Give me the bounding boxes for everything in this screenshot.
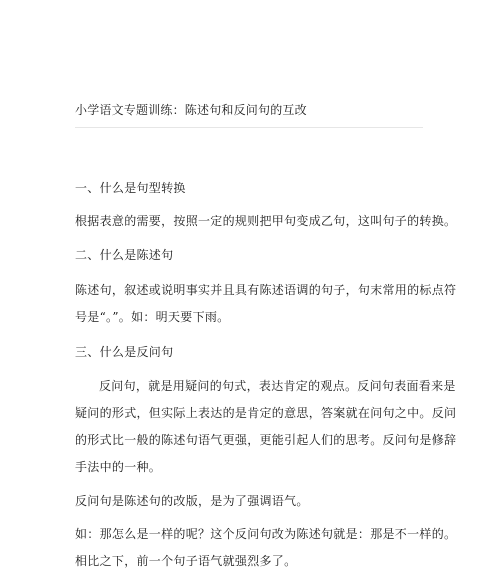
paragraph-line: 号是“。”。如：明天要下雨。 — [75, 310, 230, 324]
title-divider — [75, 127, 423, 128]
paragraph-line: 手法中的一种。 — [75, 460, 162, 474]
document-title: 小学语文专题训练：陈述句和反问句的互改 — [75, 103, 307, 117]
paragraph-line: 陈述句，叙述或说明事实并且具有陈述语调的句子，句末常用的标点符 — [75, 283, 457, 297]
section-heading-2: 二、什么是陈述句 — [75, 248, 174, 262]
paragraph-line: 如：那怎么是一样的呢？这个反问句改为陈述句就是：那是不一样的。 — [75, 527, 457, 541]
section-heading-3: 三、什么是反问句 — [75, 345, 174, 359]
section-heading-1: 一、什么是句型转换 — [75, 181, 186, 195]
paragraph-line: 反问句，就是用疑问的句式，表达肯定的观点。反问句表面看来是 — [99, 379, 456, 393]
paragraph-line: 根据表意的需要，按照一定的规则把甲句变成乙句，这叫句子的转换。 — [75, 214, 457, 228]
paragraph-line: 反问句是陈述句的改版，是为了强调语气。 — [75, 494, 309, 508]
paragraph-line: 相比之下，前一个句子语气就强烈多了。 — [75, 554, 297, 568]
paragraph-line: 疑问的形式，但实际上表达的是肯定的意思，答案就在问句之中。反问 — [75, 406, 457, 420]
paragraph-line: 的形式比一般的陈述句语气更强，更能引起人们的思考。反问句是修辞 — [75, 433, 457, 447]
